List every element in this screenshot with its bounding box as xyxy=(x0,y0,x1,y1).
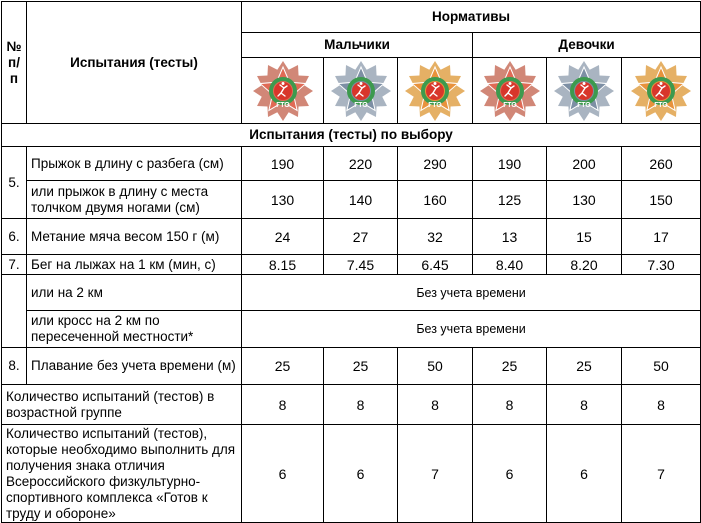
section-row xyxy=(2,124,701,147)
value-cell: 125 xyxy=(473,181,547,219)
gto-bronze-badge-icon xyxy=(252,60,314,122)
value-cell: 27 xyxy=(324,219,398,255)
value-cell: 260 xyxy=(622,147,701,181)
value-cell: 25 xyxy=(242,348,324,385)
table-row-tests-count xyxy=(2,385,701,425)
value-cell: 130 xyxy=(242,181,324,219)
value-cell: 7 xyxy=(622,425,701,523)
value-cell: 8.40 xyxy=(473,255,547,275)
value-cell: 8 xyxy=(242,385,324,425)
gto-gold-badge-icon xyxy=(404,60,466,122)
row-label: Плавание без учета времени (м) xyxy=(27,348,242,385)
value-cell: 32 xyxy=(398,219,473,255)
row-label: Прыжок в длину с разбега (см) xyxy=(27,147,242,181)
table-row-cross-country xyxy=(2,311,701,348)
table-row-standing-jump xyxy=(2,181,701,219)
table-row-swimming xyxy=(2,348,701,385)
row-label: Метание мяча весом 150 г (м) xyxy=(27,219,242,255)
badge-cell-boys-bronze xyxy=(242,58,324,124)
summary-label: Количество испытаний (тестов) в возрастной группе xyxy=(2,385,242,425)
value-cell: 7.45 xyxy=(324,255,398,275)
header-tests: Испытания (тесты) xyxy=(27,2,242,124)
table-row-long-jump xyxy=(2,147,701,181)
norms-table xyxy=(1,1,701,523)
value-cell: 160 xyxy=(398,181,473,219)
value-cell: 200 xyxy=(547,147,622,181)
value-cell: 13 xyxy=(473,219,547,255)
value-cell: 8 xyxy=(473,385,547,425)
value-cell: 6.45 xyxy=(398,255,473,275)
gto-silver-badge-icon xyxy=(330,60,392,122)
badge-text: ГТО xyxy=(654,101,668,109)
value-cell: 8.20 xyxy=(547,255,622,275)
gto-silver-badge-icon xyxy=(553,60,615,122)
badge-cell-boys-gold xyxy=(398,58,473,124)
value-cell: 6 xyxy=(473,425,547,523)
header-number: № п/п xyxy=(2,2,27,124)
table-row-ski-1km xyxy=(2,255,701,275)
value-cell: 150 xyxy=(622,181,701,219)
row-number: 7. xyxy=(2,255,27,275)
value-cell: 8 xyxy=(547,385,622,425)
badge-text: ГТО xyxy=(275,101,290,109)
badge-text: ГТО xyxy=(353,101,368,109)
value-cell: 8 xyxy=(324,385,398,425)
header-norms: Нормативы xyxy=(242,2,701,33)
table-row-ball-throw xyxy=(2,219,701,255)
value-cell: 25 xyxy=(547,348,622,385)
value-cell: 24 xyxy=(242,219,324,255)
row-label: Бег на лыжах на 1 км (мин, с) xyxy=(27,255,242,275)
value-cell: 8 xyxy=(622,385,701,425)
badge-text: ГТО xyxy=(577,101,591,109)
table-row-ski-2km xyxy=(2,275,701,311)
value-cell: 8.15 xyxy=(242,255,324,275)
row-label: или прыжок в длину с места толчком двумя ногами (см) xyxy=(27,181,242,219)
value-cell: 220 xyxy=(324,147,398,181)
value-cell: 6 xyxy=(242,425,324,523)
badge-cell-girls-bronze xyxy=(473,58,547,124)
value-cell: 290 xyxy=(398,147,473,181)
row-number xyxy=(2,275,27,348)
value-cell: 130 xyxy=(547,181,622,219)
badge-cell-girls-silver xyxy=(547,58,622,124)
section-title: Испытания (тесты) по выбору xyxy=(2,124,701,147)
header-girls: Девочки xyxy=(473,33,701,58)
summary-label: Количество испытаний (тестов), которые необходимо выполнить для получения знака отличия Всероссийского физкультурно-спортивного комплекса «Готов к труду и обороне» xyxy=(2,425,242,523)
value-cell: 50 xyxy=(398,348,473,385)
merged-value-cell: Без учета времени xyxy=(242,311,701,348)
badge-cell-boys-silver xyxy=(324,58,398,124)
value-cell: 8 xyxy=(398,385,473,425)
merged-value-cell: Без учета времени xyxy=(242,275,701,311)
value-cell: 50 xyxy=(622,348,701,385)
value-cell: 140 xyxy=(324,181,398,219)
row-number: 8. xyxy=(2,348,27,385)
row-label: или на 2 км xyxy=(27,275,242,311)
value-cell: 25 xyxy=(324,348,398,385)
value-cell: 6 xyxy=(324,425,398,523)
value-cell: 15 xyxy=(547,219,622,255)
badge-text: ГТО xyxy=(502,101,517,109)
value-cell: 190 xyxy=(473,147,547,181)
badge-cell-girls-gold xyxy=(622,58,701,124)
gto-gold-badge-icon xyxy=(630,60,692,122)
value-cell: 6 xyxy=(547,425,622,523)
badge-text: ГТО xyxy=(428,101,442,109)
table-row-required-tests xyxy=(2,425,701,523)
value-cell: 7.30 xyxy=(622,255,701,275)
row-label: или кросс на 2 км по пересеченной местности* xyxy=(27,311,242,348)
header-row-norms xyxy=(2,2,701,33)
value-cell: 190 xyxy=(242,147,324,181)
value-cell: 25 xyxy=(473,348,547,385)
value-cell: 17 xyxy=(622,219,701,255)
row-number: 5. xyxy=(2,147,27,219)
value-cell: 7 xyxy=(398,425,473,523)
gto-bronze-badge-icon xyxy=(479,60,541,122)
row-number: 6. xyxy=(2,219,27,255)
header-boys: Мальчики xyxy=(242,33,473,58)
